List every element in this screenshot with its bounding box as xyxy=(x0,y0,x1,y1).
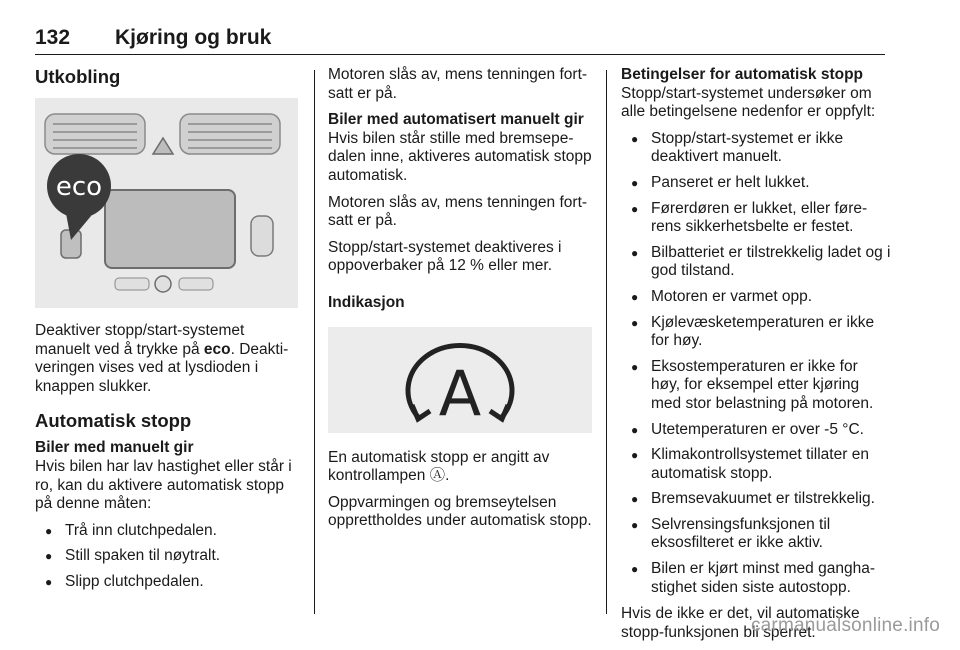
list-item: ● Eksostemperaturen er ikke for høy, for eksempel etter kjøring med stor belastning på motoren. xyxy=(621,358,891,414)
list-item: ● Selvrensingsfunksjonen til eksosfilteret er ikke aktiv. xyxy=(621,516,891,553)
list-item: ● Kjølevæsketemperaturen er ikke for høy. xyxy=(621,314,891,351)
deactivation-paragraph: Deaktiver stopp/start-systemet manuelt ved å trykke på eco. Deaktiveringen vises ved at lysdioden i knappen slukker. xyxy=(35,322,289,395)
list-item: ● Bilbatteriet er tilstrekkelig ladet og i god tilstand. xyxy=(621,244,891,281)
list-item: ● Still spaken til nøytralt. xyxy=(35,547,301,566)
subheading-automatisert-gir: Biler med automatisert manuelt gir xyxy=(328,111,584,129)
list-item: ● Motoren er varmet opp. xyxy=(621,288,891,307)
heating-paragraph: Oppvarmingen og bremseytelsen opprettholdes under automatisk stopp. xyxy=(328,493,592,530)
eco-badge-label: eco xyxy=(55,172,103,202)
indicator-paragraph: En automatisk stopp er angitt av kontrollampen Ⓐ. xyxy=(328,448,550,485)
auto-stop-symbol-illustration xyxy=(328,327,592,433)
list-item: ● Utetemperaturen er over -5 °C. xyxy=(621,421,891,440)
engine-off-paragraph: Motoren slås av, mens tenningen fortsatt er på. xyxy=(328,66,588,102)
auto-stop-symbol-letter: A xyxy=(438,356,482,430)
list-item: ● Førerdøren er lukket, eller førerens sikkerhetsbelte er festet. xyxy=(621,200,891,237)
section-title-utkobling: Utkobling xyxy=(35,66,121,87)
engine-off-paragraph: Motoren slås av, mens tenningen fortsatt er på. xyxy=(328,193,588,230)
conditions-intro: Stopp/start-systemet undersøker om alle betingelsene nedenfor er oppfylt: xyxy=(621,84,876,121)
column-middle xyxy=(328,66,596,539)
list-item: ● Stopp/start-systemet er ikke deaktivert manuelt. xyxy=(621,130,891,167)
watermark: carmanualsonline.info xyxy=(750,615,940,636)
subheading-betingelser: Betingelser for automatisk stopp xyxy=(621,66,864,83)
column-divider xyxy=(314,70,315,614)
list-item: ● Trå inn clutchpedalen. xyxy=(35,522,301,541)
subheading-indikasjon: Indikasjon xyxy=(328,293,405,311)
eco-button-illustration xyxy=(35,98,298,308)
section-title-automatisk-stopp: Automatisk stopp xyxy=(35,410,192,432)
subheading-manuelt-gir: Biler med manuelt gir xyxy=(35,439,194,457)
list-item: ● Bilen er kjørt minst med ganghastighet siden siste autostopp. xyxy=(621,560,891,597)
list-item: ● Klimakontrollsystemet tillater en automatisk stopp. xyxy=(621,446,891,483)
uphill-deactivation-paragraph: Stopp/start-systemet deaktiveres i oppoverbaker på 12 % eller mer. xyxy=(328,238,562,275)
conditions-list xyxy=(621,130,891,597)
page-number: 132 xyxy=(35,26,71,49)
list-item: ● Slipp clutchpedalen. xyxy=(35,573,301,592)
column-left xyxy=(35,66,301,600)
chapter-title: Kjøring og bruk xyxy=(115,26,272,49)
manual-steps-list xyxy=(35,522,301,592)
manual-gear-paragraph: Hvis bilen har lav hastighet eller står i ro, kan du aktivere automatisk stopp på denne måten: xyxy=(35,457,292,513)
list-item: ● Panseret er helt lukket. xyxy=(621,174,891,193)
list-item: ● Bremsevakuumet er tilstrekkelig. xyxy=(621,490,891,509)
column-right xyxy=(621,66,891,650)
page-header xyxy=(35,26,885,55)
automated-gear-paragraph: Hvis bilen står stille med bremsepedalen inne, aktiveres automatisk stopp automatisk. xyxy=(328,129,592,184)
column-divider xyxy=(606,70,607,614)
closing-paragraph: Hvis de ikke er det, vil automatiske stopp-funksjonen bli sperret. xyxy=(621,605,860,641)
